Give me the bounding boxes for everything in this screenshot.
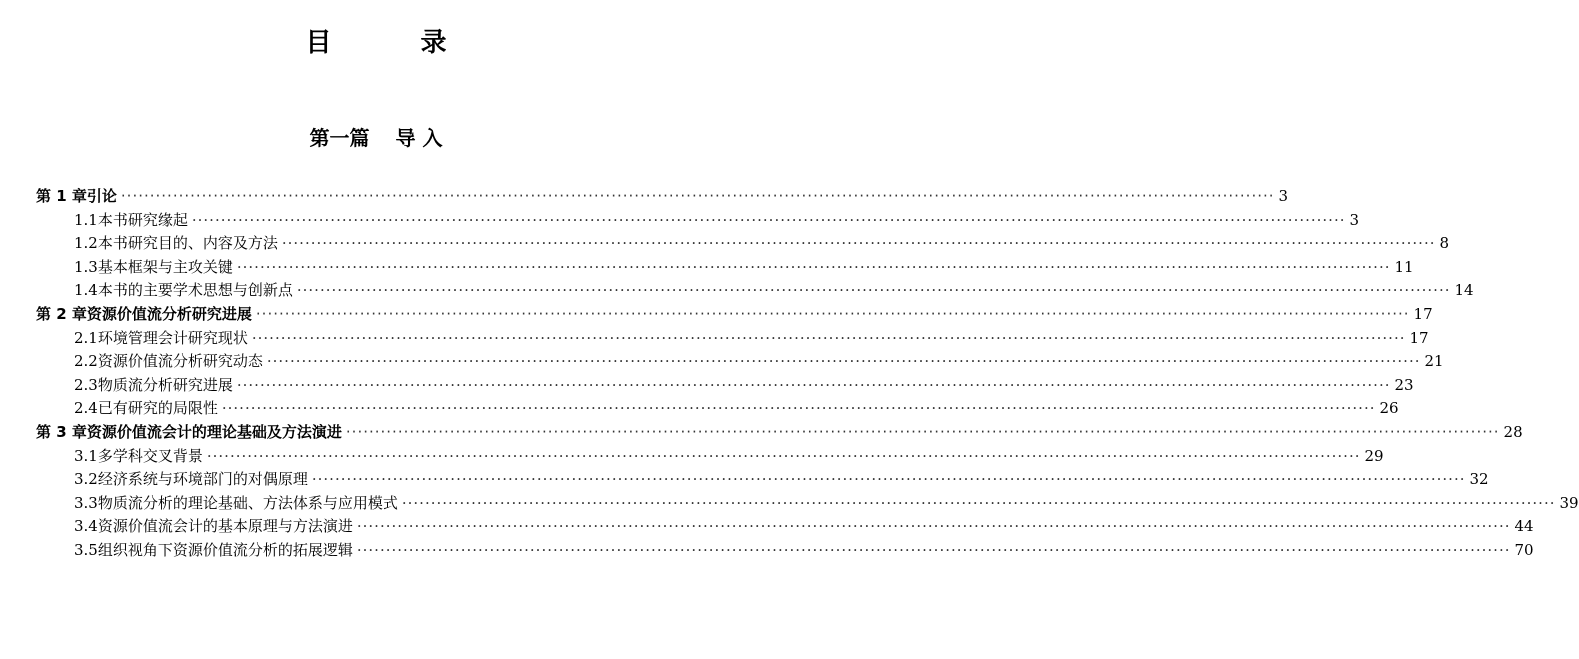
toc-section-row[interactable]: [74, 396, 1399, 420]
toc-entry-title: 物质流分析研究进展: [97, 375, 233, 394]
toc-entry-number: 3.3: [74, 493, 98, 512]
toc-section-row[interactable]: [74, 255, 1414, 279]
toc-entry-number: 2.4: [74, 399, 98, 418]
toc-entry-number: 3.4: [74, 517, 98, 536]
toc-entry-title: 资源价值流会计的基本原理与方法演进: [97, 517, 353, 536]
toc-entry-page: 39: [1559, 493, 1579, 512]
toc-section-row[interactable]: [74, 444, 1384, 468]
toc-entry-page: 11: [1394, 257, 1414, 276]
toc-section-row[interactable]: [74, 349, 1444, 373]
toc-entry-page: 17: [1409, 328, 1429, 347]
toc-entry-number: 2.3: [74, 375, 98, 394]
toc-entry-page: 8: [1439, 234, 1450, 253]
toc-leader-dots: ········································································································································································································: [345, 423, 1500, 441]
toc-entry-number: 1.3: [74, 257, 98, 276]
toc-chapter-row[interactable]: [36, 302, 1433, 326]
toc-section-row[interactable]: [74, 326, 1429, 350]
toc-section-row[interactable]: [74, 514, 1534, 538]
toc-entry-title: 基本框架与主攻关键: [97, 257, 233, 276]
toc-entry-title: 引论: [86, 187, 117, 205]
toc-entry-title: 组织视角下资源价值流分析的拓展逻辑: [97, 541, 353, 559]
toc-chapter-row[interactable]: [36, 184, 1289, 208]
toc-entry-page: 70: [1514, 541, 1534, 559]
toc-entry-number: 1.2: [74, 234, 98, 253]
toc-entry-page: 23: [1394, 375, 1414, 394]
toc-entry-number: 第 3 章: [36, 423, 87, 441]
part-label: 第一篇: [309, 126, 370, 150]
toc-chapter-row[interactable]: [36, 420, 1523, 444]
toc-entry-title: 多学科交叉背景: [97, 446, 203, 465]
toc-entry-title: 资源价值流分析研究动态: [97, 352, 263, 371]
toc-entry-number: 1.1: [74, 210, 98, 229]
toc-leader-dots: ········································································································································································································: [191, 210, 1346, 229]
toc-entry-title: 资源价值流会计的理论基础及方法演进: [86, 423, 342, 441]
toc-section-row[interactable]: [74, 491, 1579, 515]
toc-entry-title: 经济系统与环境部门的对偶原理: [97, 470, 308, 489]
toc-entry-number: 第 1 章: [36, 187, 87, 205]
toc-entry-number: 第 2 章: [36, 305, 87, 323]
toc-leader-dots: ········································································································································································································: [236, 375, 1391, 394]
toc-leader-dots: ········································································································································································································: [296, 281, 1451, 300]
toc-entry-page: 29: [1364, 446, 1384, 465]
toc-leader-dots: ········································································································································································································: [356, 517, 1511, 536]
toc-entry-page: 17: [1413, 305, 1433, 323]
toc-entry-page: 28: [1503, 423, 1523, 441]
toc-entry-title: 环境管理会计研究现状: [97, 328, 248, 347]
page-title: 目 录: [305, 28, 487, 58]
part-name: 导 入: [395, 126, 443, 150]
toc-entry-page: 32: [1469, 470, 1489, 489]
toc-entry-page: 3: [1278, 187, 1289, 205]
toc-section-row[interactable]: [74, 231, 1450, 255]
toc-leader-dots: ········································································································································································································: [206, 446, 1361, 465]
toc-leader-dots: ········································································································································································································: [120, 187, 1275, 205]
toc-entry-page: 3: [1349, 210, 1360, 229]
toc-section-row[interactable]: [74, 208, 1360, 232]
toc-leader-dots: ········································································································································································································: [281, 234, 1436, 253]
toc-entry-title: 已有研究的局限性: [97, 399, 218, 418]
toc-leader-dots: ········································································································································································································: [311, 470, 1466, 489]
toc-entry-title: 物质流分析的理论基础、方法体系与应用模式: [97, 493, 398, 512]
toc-entry-number: 2.1: [74, 328, 98, 347]
toc-leader-dots: ········································································································································································································: [251, 328, 1406, 347]
toc-entry-number: 3.5: [74, 541, 98, 559]
toc-leader-dots: ········································································································································································································: [266, 352, 1421, 371]
toc-entry-title: 本书的主要学术思想与创新点: [97, 281, 293, 300]
toc-entry-number: 1.4: [74, 281, 98, 300]
toc-entry-page: 44: [1514, 517, 1534, 536]
toc-leader-dots: ········································································································································································································: [236, 257, 1391, 276]
toc-entry-page: 14: [1454, 281, 1474, 300]
toc-entry-number: 2.2: [74, 352, 98, 371]
toc-section-row[interactable]: [74, 373, 1414, 397]
toc-leader-dots: ········································································································································································································: [356, 541, 1511, 559]
toc-entry-page: 21: [1424, 352, 1444, 371]
toc-entry-number: 3.1: [74, 446, 98, 465]
toc-entry-page: 26: [1379, 399, 1399, 418]
toc-leader-dots: ········································································································································································································: [401, 493, 1556, 512]
toc-entry-number: 3.2: [74, 470, 98, 489]
toc-section-row[interactable]: [74, 467, 1489, 491]
toc-section-row[interactable]: [74, 538, 1534, 562]
part-title: [0, 122, 752, 151]
toc-section-row[interactable]: [74, 278, 1474, 302]
toc-leader-dots: ········································································································································································································: [221, 399, 1376, 418]
toc-entry-title: 本书研究缘起: [97, 210, 188, 229]
toc-entry-title: 本书研究目的、内容及方法: [97, 234, 278, 253]
toc-leader-dots: ········································································································································································································: [255, 305, 1410, 323]
toc-entry-title: 资源价值流分析研究进展: [86, 305, 252, 323]
